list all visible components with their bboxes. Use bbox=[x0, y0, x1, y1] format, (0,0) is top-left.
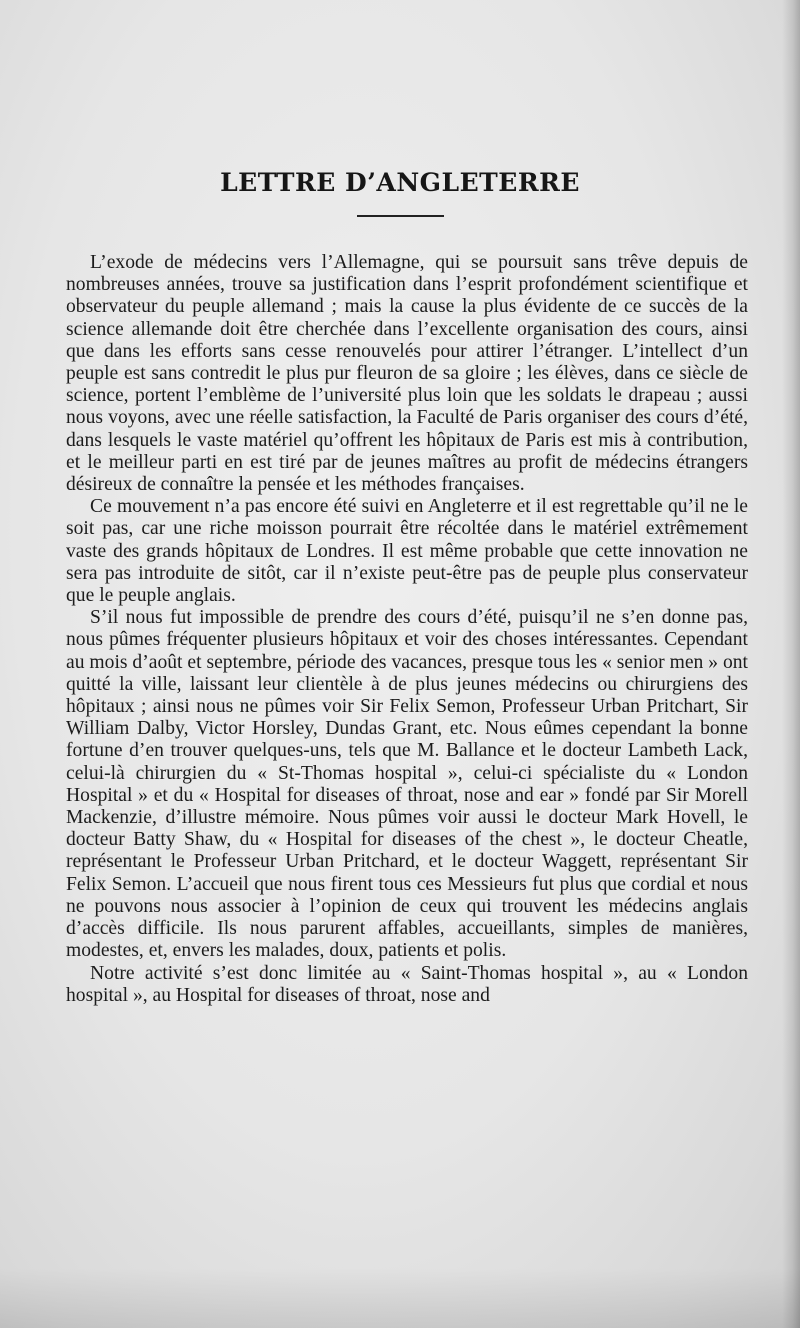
paragraph-4: Notre activité s’est donc limitée au « Saint-Thomas hospital », au « London hospital », au Hospital for diseases of throat, nose and bbox=[66, 962, 748, 1006]
paragraph-1: L’exode de médecins vers l’Allemagne, qui se poursuit sans trêve depuis de nombreuses années, trouve sa justification dans l’esprit profondément scientifique et observateur du peuple allemand ; mais la cause la plus évidente de ce succès de la science allemande doit être cherchée dans l’excellente organisation des cours, ainsi que dans les efforts sans cesse renouvelés pour attirer l’étranger. L’intellect d’un peuple est sans contredit le plus pur fleuron de sa gloire ; les élèves, dans ce siècle de science, portent l’emblème de l’université plus loin que les soldats le drapeau ; aussi nous voyons, avec une réelle satisfaction, la Faculté de Paris organiser des cours d’été, dans lesquels le vaste matériel qu’offrent les hôpitaux de Paris est mis à contribution, et le meilleur parti en est tiré par de jeunes maîtres au profit de médecins étrangers désireux de connaître la pensée et les méthodes françaises. bbox=[66, 252, 748, 496]
page-edge-shadow-bottom bbox=[0, 1268, 800, 1328]
title-rule bbox=[357, 215, 444, 217]
paragraph-2: Ce mouvement n’a pas encore été suivi en Angleterre et il est regrettable qu’il ne le soit pas, car une riche moisson pourrait être récoltée dans le matériel extrêmement vaste des grands hôpitaux de Londres. Il est même probable que cette innovation ne sera pas introduite de sitôt, car il n’existe peut-être pas de peuple plus conservateur que le peuple anglais. bbox=[66, 496, 748, 607]
paragraph-3: S’il nous fut impossible de prendre des cours d’été, puisqu’il ne s’en donne pas, nous pûmes fréquenter plusieurs hôpitaux et voir des choses intéressantes. Cependant au mois d’août et septembre, période des vacances, presque tous les « senior men » ont quitté la ville, laissant leur clientèle à de plus jeunes médecins ou chirurgiens des hôpitaux ; ainsi nous ne pûmes voir Sir Felix Semon, Professeur Urban Pritchart, Sir William Dalby, Victor Horsley, Dundas Grant, etc. Nous eûmes cependant la bonne fortune d’en trouver quelques-uns, tels que M. Ballance et le docteur Lambeth Lack, celui-là chirurgien du « St-Thomas hospital », celui-ci spécialiste du « London Hospital » et du « Hospital for diseases of throat, nose and ear » fondé par Sir Morell Mackenzie, d’illustre mémoire. Nous pûmes voir aussi le docteur Mark Hovell, le docteur Batty Shaw, du « Hospital for diseases of the chest », le docteur Cheatle, représentant le Professeur Urban Pritchard, et le docteur Waggett, représentant Sir Felix Semon. L’accueil que nous firent tous ces Messieurs fut plus que cordial et nous ne pouvons nous associer à l’opinion de ceux qui trouvent les médecins anglais d’accès difficile. Ils nous parurent affables, accueillants, simples de manières, modestes, et, envers les malades, doux, patients et polis. bbox=[66, 607, 748, 962]
page-edge-shadow-right bbox=[782, 0, 800, 1328]
page-title: LETTRE D’ANGLETERRE bbox=[220, 168, 580, 197]
article-body bbox=[66, 252, 748, 1007]
